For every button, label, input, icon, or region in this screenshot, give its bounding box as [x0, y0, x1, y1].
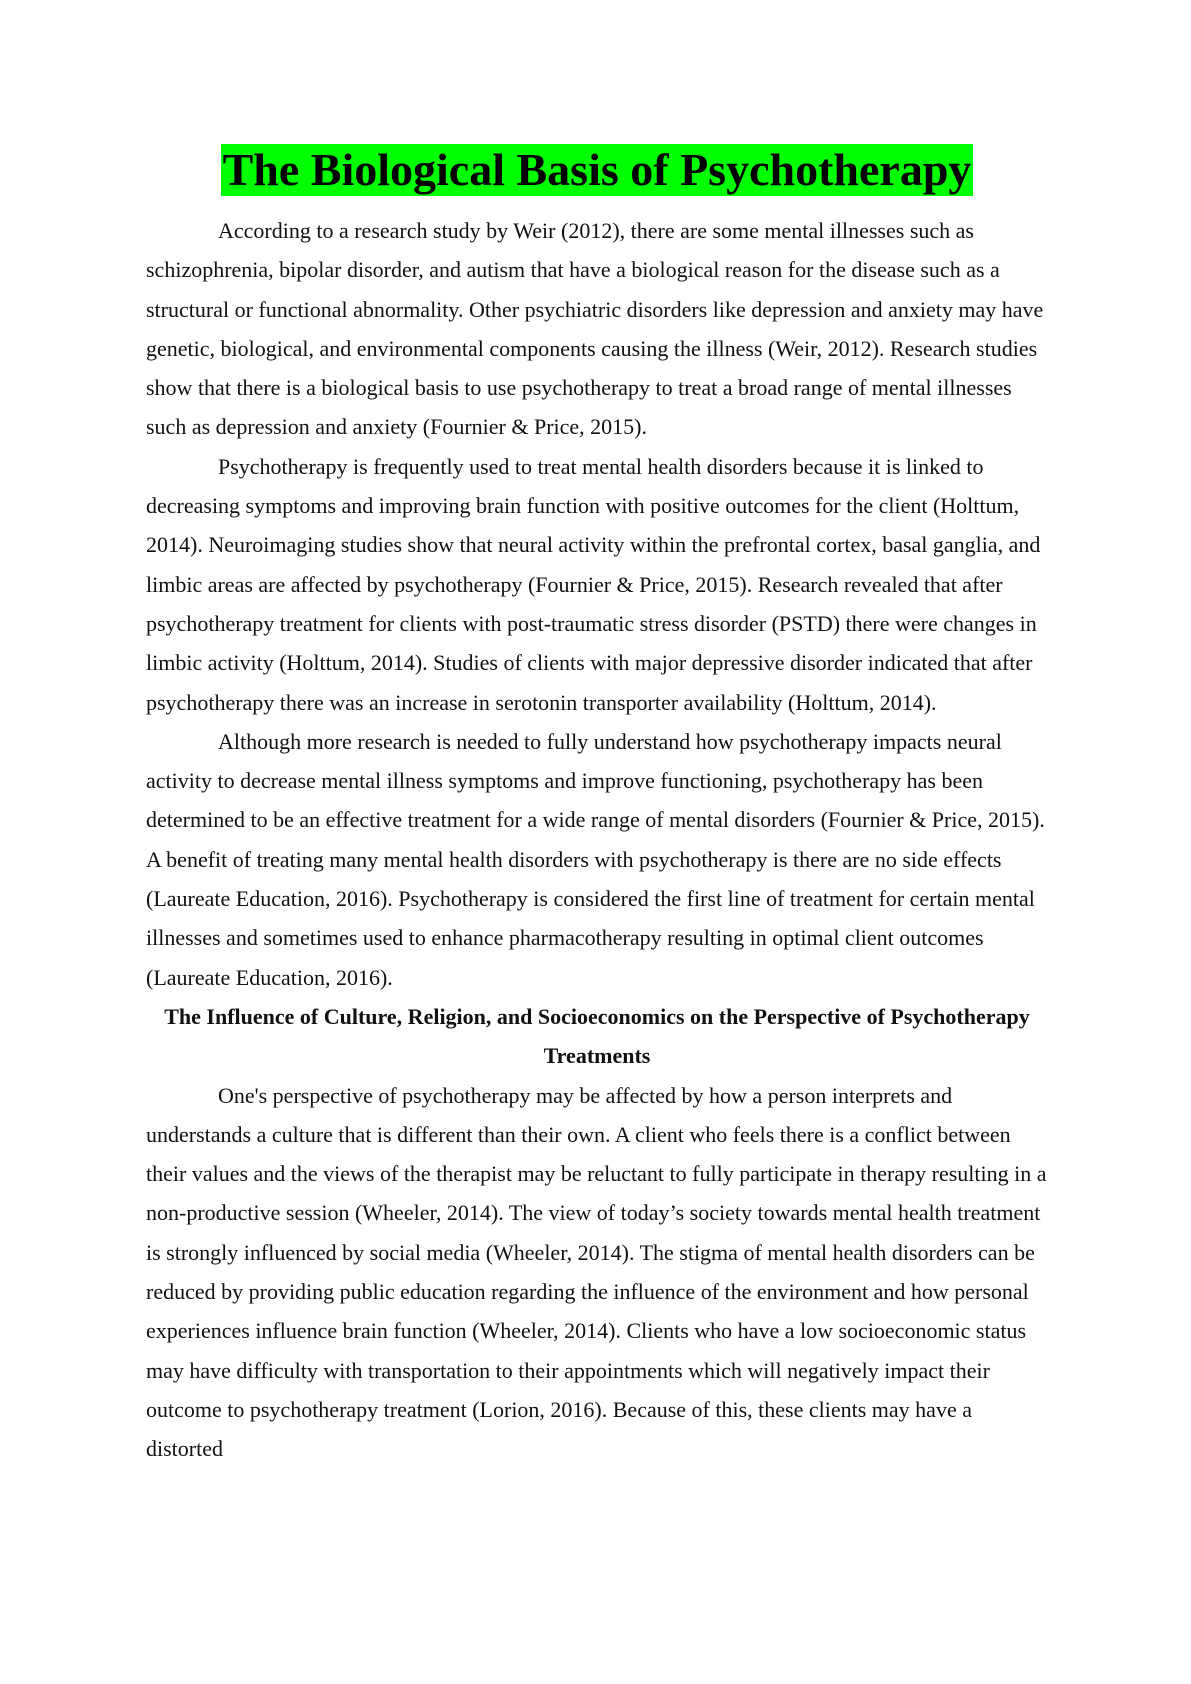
- paragraph-weir: According to a research study by Weir (2012), there are some mental illnesses such as schizophrenia, bipolar disorder, and autism that have a biological reason for the disease such as a structural or functional abnormality. Other psychiatric disorders like depression and anxiety may have genetic, biological, and environmental components causing the illness (Weir, 2012). Research studies show that there is a biological basis to use psychotherapy to treat a broad range of mental illnesses such as depression and anxiety (Fournier & Price, 2015).: [146, 218, 1044, 440]
- paragraph-perspective: One's perspective of psychotherapy may be affected by how a person interprets and understands a culture that is different than their own. A client who feels there is a conflict between their values and the views of the therapist may be reluctant to fully participate in therapy resulting in a non-productive session (Wheeler, 2014). The view of today’s society towards mental health treatment is strongly influenced by social media (Wheeler, 2014). The stigma of mental health disorders can be reduced by providing public education regarding the influence of the environment and how personal experiences influence brain function (Wheeler, 2014). Clients who have a low socioeconomic status may have difficulty with transportation to their appointments which will negatively impact their outcome to psychotherapy treatment (Lorion, 2016). Because of this, these clients may have a distorted: [146, 1082, 1047, 1462]
- title-block: [146, 144, 1048, 207]
- paragraph-holttum: Psychotherapy is frequently used to treat mental health disorders because it is linked to decreasing symptoms and improving brain function with positive outcomes for the client (Holttum, 2014). Neuroimaging studies show that neural activity within the prefrontal cortex, basal ganglia, and limbic areas are affected by psychotherapy (Fournier & Price, 2015). Research revealed that after psychotherapy treatment for clients with post-traumatic stress disorder (PSTD) there were changes in limbic activity (Holttum, 2014). Studies of clients with major depressive disorder indicated that after psychotherapy there was an increase in serotonin transporter availability (Holttum, 2014).: [146, 453, 1041, 715]
- paragraph-research-needed: Although more research is needed to fully understand how psychotherapy impacts neural activity to decrease mental illness symptoms and improve functioning, psychotherapy has been determined to be an effective treatment for a wide range of mental disorders (Fournier & Price, 2015). A benefit of treating many mental health disorders with psychotherapy is there are no side effects (Laureate Education, 2016). Psychotherapy is considered the first line of treatment for certain mental illnesses and sometimes used to enhance pharmacotherapy resulting in optimal client outcomes (Laureate Education, 2016).: [146, 728, 1045, 990]
- document-body: [146, 144, 1048, 1469]
- section-heading: The Influence of Culture, Religion, and Socioeconomics on the Perspective of Psychotherapy Treatments: [164, 1003, 1030, 1069]
- document-title: The Biological Basis of Psychotherapy: [222, 144, 972, 195]
